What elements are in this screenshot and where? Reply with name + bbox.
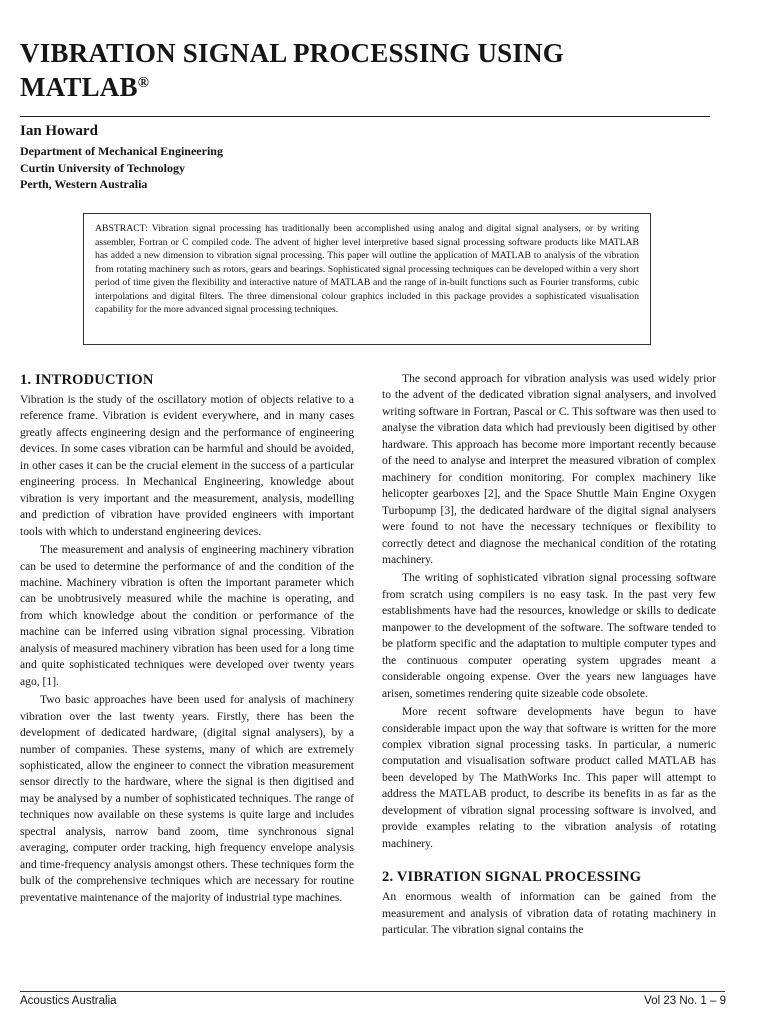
- footer-rule: [20, 991, 725, 992]
- paragraph: An enormous wealth of information can be gained from the measurement and analysis of vibration data of rotating machinery in particular. The vibration signal contains the: [382, 890, 716, 937]
- footer-journal: Acoustics Australia: [20, 995, 117, 1007]
- paragraph: Two basic approaches have been used for analysis of machinery vibration over the last twenty years. Firstly, there has been the development of dedicated hardware, (digital signal analysers), by a number of companies. These systems, many of which are extremely sophisticated, allow the engineer to connect the vibration measurement sensor directly to the hardware, where the signal is then digitised and may be analysed by a number of sophisticated techniques. The range of techniques now available on these systems is quite large and includes spectral analysis, narrow band zoom, time synchronous signal averaging, computer order tracking, high frequency envelope analysis and time-frequency analysis amongst others. These techniques form the bulk of the comprehensive techniques which are necessary for routine preventative maintenance of the majority of industrial type machines.: [20, 693, 354, 904]
- paragraph: Vibration is the study of the oscillatory motion of objects relative to a reference frame. Vibration is evident everywhere, and in many cases greatly affects engineering design and the performance of engineering devices. In some cases vibration can be harmful and should be avoided, in other cases it can be the crucial element in the success of a particular engineering process. In Mechanical Engineering, knowledge about vibration is very important and the measurement, analysis, modelling and prediction of vibration have provided engineers with important tools with which to understand engineering devices.: [20, 393, 354, 538]
- paragraph: More recent software developments have begun to have considerable impact upon the way that software is written for the more complex vibration signal processing tasks. In particular, a numeric computation and visualisation software product called MATLAB has been developed by The MathWorks Inc. This paper will attempt to address the MATLAB product, to describe its benefits in as far as the development of vibration signal processing software is involved, and provide examples relating to the vibration analysis of rotating machinery.: [382, 705, 716, 850]
- affiliation-location: Perth, Western Australia: [20, 177, 148, 191]
- affiliation-department: Department of Mechanical Engineering: [20, 144, 223, 158]
- footer-volume: Vol 23 No. 1 – 9: [644, 995, 726, 1007]
- author-affiliation: [20, 143, 223, 193]
- abstract-box: ABSTRACT: Vibration signal processing has traditionally been accomplished using analog and digital signal analysers, or by writing assembler, Fortran or C compiled code. The advent of higher level interpretive based signal processing software products like MATLAB has added a new dimension to vibration signal processing. This paper will outline the application of MATLAB to analysis of the vibration from rotating machinery such as rotors, gears and bearings. Sophisticated signal processing techniques can be developed within a very short period of time given the flexibility and interactive nature of MATLAB and the range of in-built functions such as Fourier transforms, cubic interpolations and digital filters. The three dimensional colour graphics included in this package provides a sophisticated visualisation capability for the more advanced signal processing techniques.: [83, 213, 651, 345]
- title-line-2: MATLAB: [20, 72, 138, 102]
- section-heading-vibration-signal-processing: 2. VIBRATION SIGNAL PROCESSING: [382, 869, 642, 886]
- paragraph: The second approach for vibration analysis was used widely prior to the advent of the dedicated vibration signal analysers, and involved writing software in Fortran, Pascal or C. This software was then used to analyse the vibration data which had previously been digitised by other hardware. This approach has become more important recently because of the need to analyse and interpret the measured vibration of complex machinery for condition monitoring. For complex machinery like helicopter gearboxes [2], and the Space Shuttle Main Engine Oxygen Turbopump [3], the dedicated hardware of the digital signal analysers were found to not have the necessary techniques or flexibility to correctly detect and diagnose the mechanical condition of the rotating machinery.: [382, 372, 716, 566]
- section-heading-introduction: 1. INTRODUCTION: [20, 372, 154, 388]
- title-rule: [20, 116, 710, 117]
- right-column: [382, 371, 716, 939]
- author-name: Ian Howard: [20, 123, 98, 139]
- paper-title: [20, 38, 740, 102]
- left-column: [20, 371, 354, 906]
- paragraph: The writing of sophisticated vibration signal processing software from scratch using compilers is no easy task. In the past very few establishments have had the resources, knowledge or skills to dedicate manpower to the development of the software. The software tended to be platform specific and the adaptation to multiple computer types and the continuous computer operating system upgrades meant a considerable ongoing expense. Over the years new languages have arisen, sometimes rendering quite sizeable code obsolete.: [382, 571, 716, 700]
- title-line-1: VIBRATION SIGNAL PROCESSING USING: [20, 38, 564, 68]
- affiliation-university: Curtin University of Technology: [20, 160, 186, 175]
- registered-mark: ®: [137, 75, 150, 91]
- paragraph: The measurement and analysis of engineering machinery vibration can be used to determine the performance of and the condition of the machine. Machinery vibration is often the important parameter which can be unobtrusively measured while the machine is operating, and from which knowledge about the condition or performance of the machine can be inferred using vibration signal processing. Vibration analysis of measured machinery vibration has been used for a long time and quite sophisticated techniques were developed over twenty years ago, [1].: [20, 543, 354, 688]
